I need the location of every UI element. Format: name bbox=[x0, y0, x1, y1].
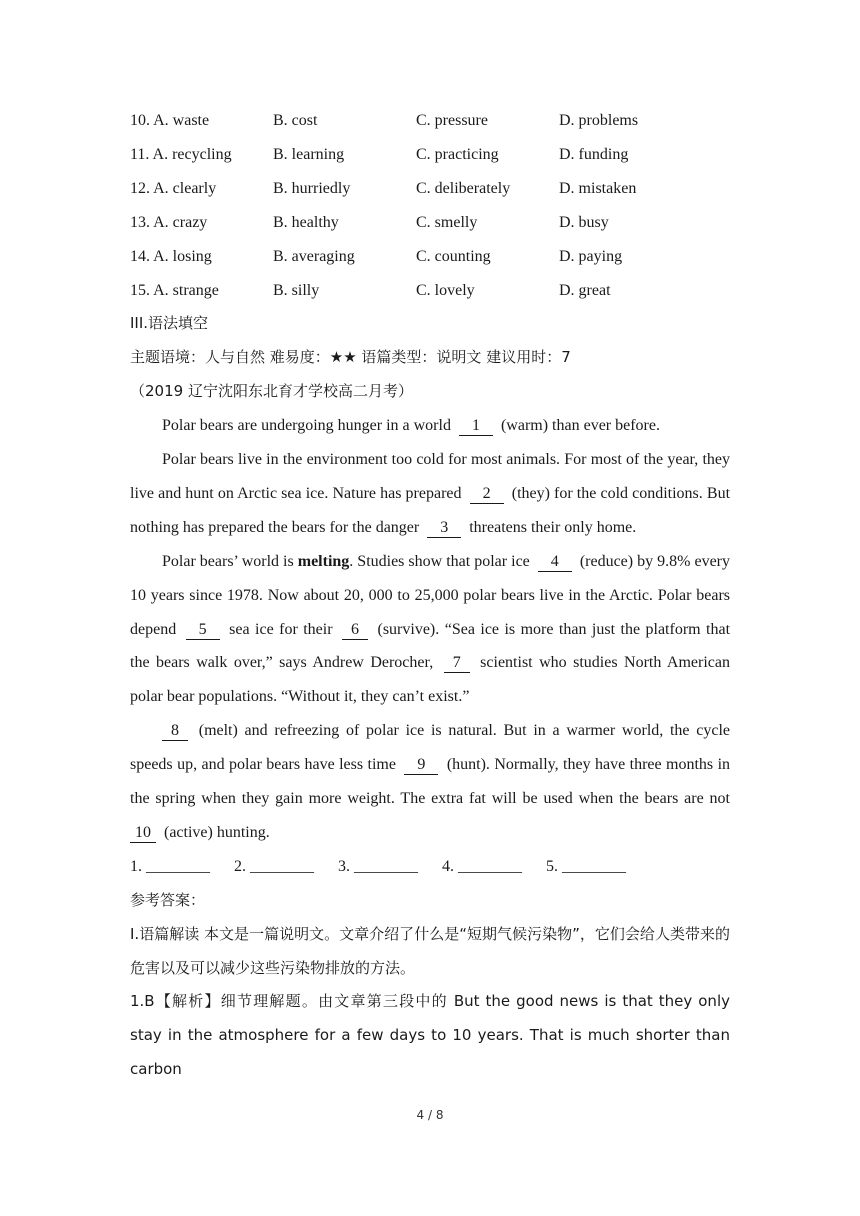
option-cell: 15. A. strange bbox=[130, 281, 219, 299]
reference-paragraph-2 bbox=[130, 985, 730, 1087]
option-cell: D. problems bbox=[559, 112, 639, 129]
option-row bbox=[130, 172, 730, 206]
paragraph-text: 1.B【解析】细节理解题。由文章第三段中的 But the good news is that they only stay in the atmosphere for a few days to 10 years. That is much shorter than carbon bbox=[130, 992, 730, 1079]
passage-paragraph-4 bbox=[130, 714, 730, 850]
section-title: III.语法填空 bbox=[130, 314, 209, 333]
source-line: （2019 辽宁沈阳东北育才学校高二月考） bbox=[130, 382, 413, 401]
paragraph-text: sea ice for their bbox=[229, 620, 333, 638]
option-cell: B. cost bbox=[273, 112, 318, 129]
option-cell: 14. A. losing bbox=[130, 247, 212, 265]
paragraph-text: (reduce) by 9.8% every 10 years since 1978. Now about 20, 000 to 25,000 polar bears live in the Arctic. Polar bears depend bbox=[130, 552, 731, 638]
option-row bbox=[130, 206, 730, 240]
option-cell: B. healthy bbox=[273, 213, 339, 231]
answer-blank: 3. ________ bbox=[338, 857, 418, 875]
option-cell: 13. A. crazy bbox=[130, 213, 208, 231]
page-number: 4 / 8 bbox=[416, 1108, 444, 1122]
answer-blanks-line bbox=[130, 850, 730, 884]
option-row bbox=[130, 240, 730, 274]
answer-blank: 4. ________ bbox=[442, 857, 522, 875]
reference-paragraph-1: I.语篇解读 本文是一篇说明文。文章介绍了什么是“短期气候污染物”，它们会给人类带来的危害以及可以减少这些污染物排放的方法。 bbox=[130, 924, 730, 977]
paragraph-text: (survive). “Sea ice is more than just the platform that the bears walk over,” says Andrew Derocher, bbox=[130, 620, 731, 672]
meta-line: 主题语境：人与自然 难易度：★★ 语篇类型：说明文 建议用时：7 bbox=[130, 348, 571, 367]
option-cell: D. busy bbox=[559, 213, 609, 231]
option-cell: B. hurriedly bbox=[273, 179, 351, 197]
answer-blank: 5. ________ bbox=[546, 857, 626, 875]
paragraph-text: . Studies show that polar ice bbox=[349, 552, 530, 570]
paragraph-text: (melt) and refreezing of polar ice is natural. But in a warmer world, the cycle speeds up, and polar bears have less time bbox=[130, 722, 731, 774]
option-cell: C. pressure bbox=[416, 112, 488, 129]
option-cell: 10. A. waste bbox=[130, 112, 210, 129]
option-cell: D. great bbox=[559, 281, 611, 299]
paragraph-text: (warm) than ever before. bbox=[500, 417, 660, 435]
option-cell: 12. A. clearly bbox=[130, 179, 217, 197]
blank-3: 3 bbox=[427, 519, 461, 538]
passage-paragraph-3 bbox=[130, 545, 730, 715]
option-row bbox=[130, 274, 730, 308]
option-cell: B. averaging bbox=[273, 247, 355, 265]
option-cell: D. paying bbox=[559, 247, 623, 265]
options-table bbox=[130, 104, 730, 307]
paragraph-text: scientist who studies North American polar bear populations. “Without it, they can’t exist.” bbox=[130, 654, 731, 706]
blank-2: 2 bbox=[470, 485, 504, 504]
option-cell: C. counting bbox=[416, 247, 491, 265]
option-row bbox=[130, 138, 730, 172]
blank-8: 8 bbox=[162, 722, 188, 741]
paragraph-text: Polar bears are undergoing hunger in a world bbox=[162, 417, 451, 435]
blank-9: 9 bbox=[404, 756, 438, 775]
blank-6: 6 bbox=[342, 621, 368, 640]
option-cell: B. learning bbox=[273, 145, 345, 163]
passage-paragraph-2 bbox=[130, 443, 730, 545]
bold-word: melting bbox=[297, 552, 350, 570]
passage-paragraph-1 bbox=[130, 409, 730, 443]
reference-answers-title: 参考答案： bbox=[130, 890, 206, 909]
page-content bbox=[130, 104, 730, 1087]
blank-7: 7 bbox=[444, 654, 470, 673]
paragraph-text: Polar bears’ world is bbox=[162, 552, 294, 570]
answer-blank: 1. ________ bbox=[130, 857, 210, 875]
blank-5: 5 bbox=[186, 621, 220, 640]
paragraph-text: (they) for the cold conditions. But nothing has prepared the bears for the danger bbox=[130, 484, 731, 536]
option-cell: B. silly bbox=[273, 281, 320, 299]
paragraph-text: Polar bears live in the environment too cold for most animals. For most of the year, they live and hunt on Arctic sea ice. Nature has prepared bbox=[130, 451, 730, 502]
option-cell: C. deliberately bbox=[416, 179, 511, 197]
option-cell: D. mistaken bbox=[559, 179, 637, 197]
option-cell: C. practicing bbox=[416, 145, 499, 163]
blank-10: 10 bbox=[130, 824, 156, 843]
paragraph-text: (hunt). Normally, they have three months in the spring when they gain more weight. The extra fat will be used when the bears are not bbox=[130, 756, 731, 808]
paragraph-text: (active) hunting. bbox=[164, 823, 270, 841]
option-cell: D. funding bbox=[559, 145, 629, 163]
blank-4: 4 bbox=[538, 553, 572, 572]
option-cell: C. lovely bbox=[416, 281, 475, 299]
option-row bbox=[130, 104, 730, 138]
paragraph-text: threatens their only home. bbox=[469, 518, 637, 536]
option-cell: 11. A. recycling bbox=[130, 145, 232, 163]
answer-blank: 2. ________ bbox=[234, 857, 314, 875]
option-cell: C. smelly bbox=[416, 213, 478, 231]
blank-1: 1 bbox=[459, 417, 493, 436]
